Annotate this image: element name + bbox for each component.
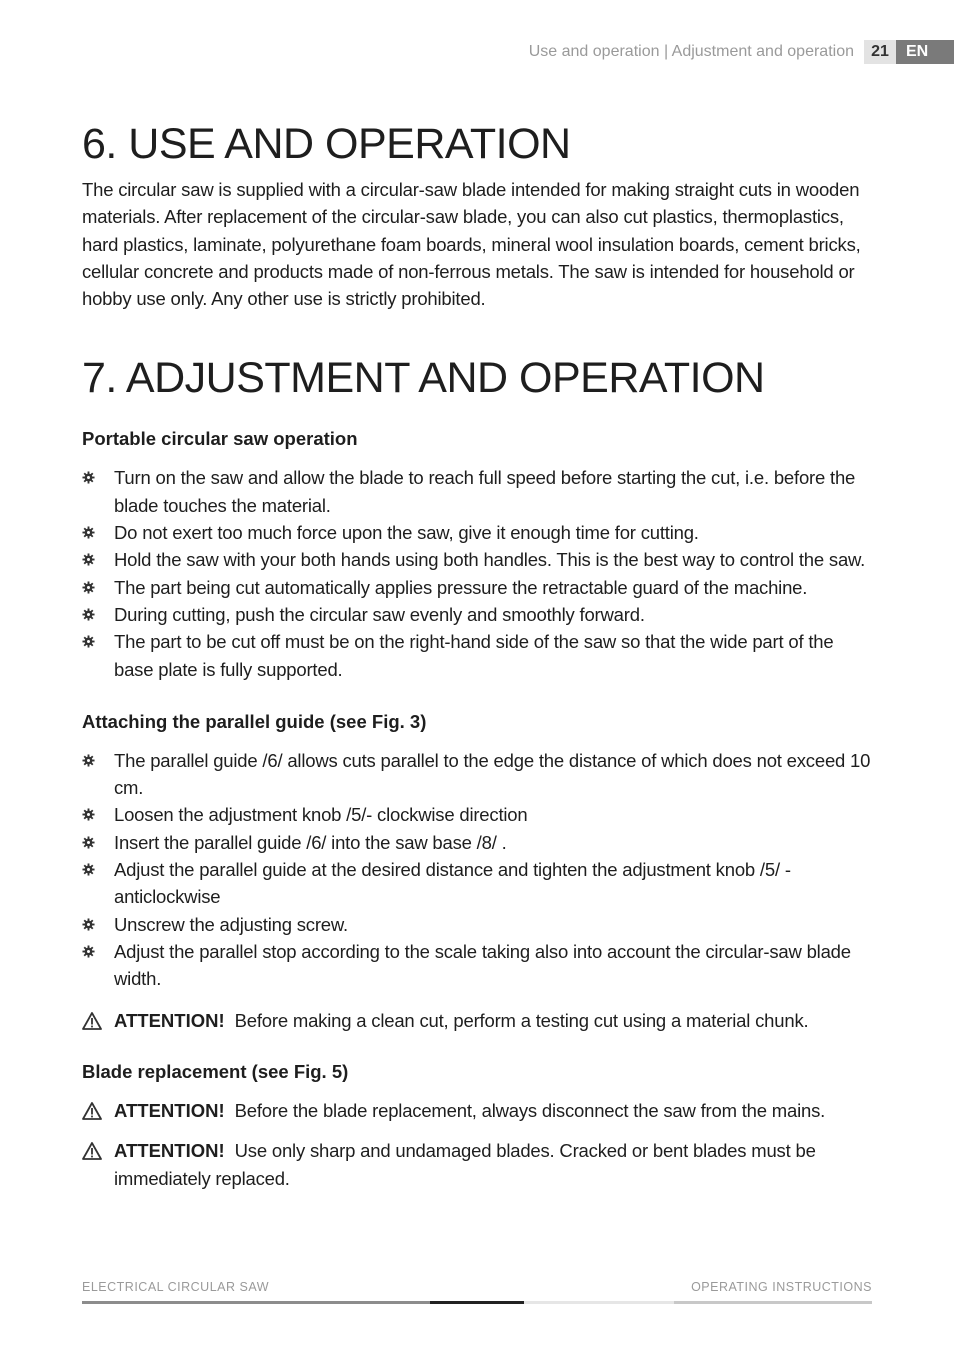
blade-replacement-heading: Blade replacement (see Fig. 5): [82, 1060, 349, 1082]
main-content: [82, 118, 872, 1193]
gear-bullet-icon: [82, 608, 95, 621]
attention-note: [82, 1007, 872, 1035]
warning-triangle-icon: [82, 1102, 102, 1120]
gear-bullet-icon: [82, 553, 95, 566]
language-badge: EN: [896, 40, 954, 64]
footer-bar-segment: [82, 1301, 430, 1304]
list-item: [82, 628, 872, 683]
gear-bullet-icon: [82, 526, 95, 539]
attention-label: ATTENTION!: [114, 1099, 225, 1121]
list-item-text: The part being cut automatically applies pressure the retractable guard of the machine.: [114, 576, 808, 598]
footer-left-text: ELECTRICAL CIRCULAR SAW: [82, 1280, 269, 1294]
gear-bullet-icon: [82, 863, 95, 876]
list-item-text: Adjust the parallel guide at the desired distance and tighten the adjustment knob /5/ - anticlockwise: [114, 859, 791, 908]
list-item: [82, 938, 872, 993]
gear-bullet-icon: [82, 471, 95, 484]
footer-right-text: OPERATING INSTRUCTIONS: [691, 1280, 872, 1294]
list-item-text: Do not exert too much force upon the saw, give it enough time for cutting.: [114, 522, 699, 544]
list-item: [82, 519, 872, 546]
attention-text: Before the blade replacement, always disconnect the saw from the mains.: [234, 1099, 826, 1121]
gear-bullet-icon: [82, 581, 95, 594]
attention-note: [82, 1137, 872, 1193]
list-item: [82, 747, 872, 802]
list-item: [82, 601, 872, 628]
section-6-paragraph: The circular saw is supplied with a circular-saw blade intended for making straight cuts in wooden materials. After replacement of the circular-saw blade, you can also cut plastics, thermoplastics, hard plastics, laminate, polyurethane foam boards, mineral wool insulation boards, cement bricks, cellular concrete and products made of non-ferrous metals. The saw is intended for household or hobby use only. Any other use is strictly prohibited.: [82, 179, 861, 310]
list-item: [82, 856, 872, 911]
list-item-text: Loosen the adjustment knob /5/- clockwise direction: [114, 804, 528, 826]
list-item: [82, 546, 872, 573]
list-item: [82, 801, 872, 828]
page-number: 21: [864, 40, 896, 64]
list-item-text: The parallel guide /6/ allows cuts parallel to the edge the distance of which does not exceed 10 cm.: [114, 749, 871, 799]
footer-bar-segment: [430, 1301, 524, 1304]
attention-text: Before making a clean cut, perform a testing cut using a material chunk.: [234, 1009, 809, 1031]
list-item-text: Unscrew the adjusting screw.: [114, 913, 348, 935]
attention-label: ATTENTION!: [114, 1009, 225, 1031]
list-item: [82, 829, 872, 856]
section-6-title: 6. USE AND OPERATION: [82, 120, 571, 168]
list-item-text: During cutting, push the circular saw evenly and smoothly forward.: [114, 603, 645, 625]
gear-bullet-icon: [82, 754, 95, 767]
portable-operation-heading: Portable circular saw operation: [82, 428, 358, 450]
footer-bar-segment: [524, 1301, 674, 1304]
parallel-guide-list: [82, 747, 872, 993]
attention-text: Use only sharp and undamaged blades. Cracked or bent blades must be immediately replaced.: [114, 1139, 816, 1189]
parallel-guide-heading: Attaching the parallel guide (see Fig. 3): [82, 710, 427, 732]
list-item: [82, 911, 872, 938]
warning-triangle-icon: [82, 1012, 102, 1030]
gear-bullet-icon: [82, 836, 95, 849]
list-item-text: Insert the parallel guide /6/ into the saw base /8/ .: [114, 831, 507, 853]
gear-bullet-icon: [82, 918, 95, 931]
list-item-text: Adjust the parallel stop according to the scale taking also into account the circular-saw blade width.: [114, 940, 851, 990]
section-7-title: 7. ADJUSTMENT AND OPERATION: [82, 354, 765, 403]
attention-label: ATTENTION!: [114, 1139, 225, 1161]
list-item: [82, 574, 872, 601]
list-item-text: Turn on the saw and allow the blade to reach full speed before starting the cut, i.e. before the blade touches the material.: [114, 467, 856, 516]
page-header: [529, 40, 954, 64]
warning-triangle-icon: [82, 1142, 102, 1160]
list-item-text: The part to be cut off must be on the right-hand side of the saw so that the wide part of the base plate is fully supported.: [114, 631, 834, 680]
list-item: [82, 464, 872, 519]
gear-bullet-icon: [82, 808, 95, 821]
gear-bullet-icon: [82, 945, 95, 958]
breadcrumb: Use and operation | Adjustment and operation: [528, 43, 854, 60]
footer-bar-segment: [674, 1301, 872, 1304]
list-item-text: Hold the saw with your both hands using both handles. This is the best way to control the saw.: [114, 549, 866, 571]
gear-bullet-icon: [82, 635, 95, 648]
attention-note: [82, 1097, 872, 1125]
portable-operation-list: [82, 464, 872, 682]
